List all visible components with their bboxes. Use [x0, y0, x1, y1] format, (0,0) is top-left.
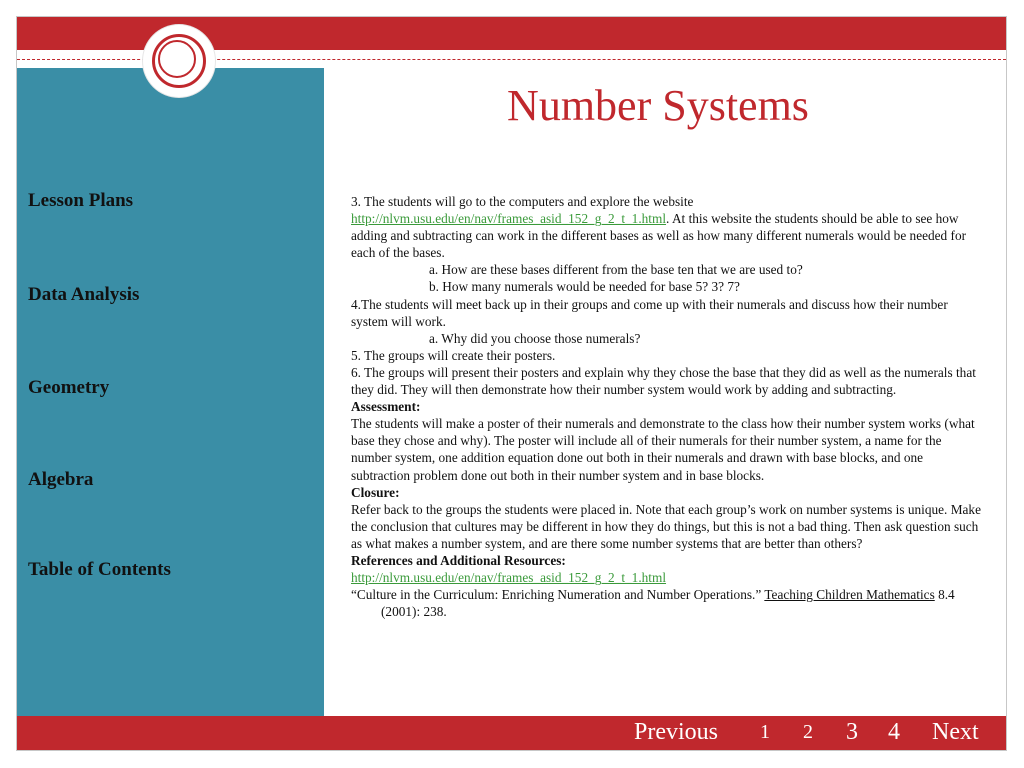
step-3-text-continued: . At this website the students should be able to see how adding and subtracting can work in the different bases as well as how many different numerals would be needed for each of the bases. [351, 211, 967, 261]
circle-ornament-core [158, 40, 196, 78]
sidebar-item-geometry[interactable]: Geometry [28, 377, 110, 398]
page-link-4[interactable]: 4 [888, 719, 900, 745]
step-4-paragraph: 4.The students will meet back up in their groups and come up with their numerals and discuss how their number system will work. [351, 296, 948, 329]
reference-1 [351, 569, 983, 586]
question-4a: a. Why did you choose those numerals? [429, 330, 641, 346]
sidebar-item-algebra[interactable]: Algebra [28, 469, 94, 490]
step-5-paragraph: 5. The groups will create their posters. [351, 347, 556, 363]
closure-text: Refer back to the groups the students were placed in. Note that each group’s work on number systems is unique. Make the conclusion that cultures may be different in how they do things, but this is not a bad thing. Then ask question such as what makes a number system, and are there some number systems that are better than others? [351, 501, 981, 551]
sidebar-item-table-of-contents[interactable]: Table of Contents [28, 559, 171, 580]
step-3-paragraph [351, 193, 983, 261]
previous-button[interactable]: Previous [634, 719, 718, 745]
page-link-2[interactable]: 2 [803, 721, 813, 743]
assessment-text: The students will make a poster of their numerals and demonstrate to the class how their number system works (what base they chose and why). The poster will include all of their numerals for their number system, a name for the number system, one addition equation done out both in their numerals and drawn with base blocks, and one subtraction problem done out both in their number system and in base blocks. [351, 416, 975, 483]
question-b: b. How many numerals would be needed for base 5? 3? 7? [429, 279, 740, 295]
reference-2-journal: Teaching Children Mathematics [764, 587, 935, 603]
reference-2-citation: 8.4 (2001): 238. [381, 587, 955, 620]
step-6-paragraph: 6. The groups will present their posters and explain why they chose the base that they did as well as the numerals that they did. They will then demonstrate how their number system would work by adding and subtracting. [351, 364, 976, 398]
question-a: a. How are these bases different from the base ten that we are used to? [429, 262, 803, 278]
lesson-content [351, 193, 983, 620]
references-heading: References and Additional Resources: [351, 552, 566, 568]
nlvm-link[interactable]: http://nlvm.usu.edu/en/nav/frames_asid_152_g_2_t_1.html [351, 211, 667, 227]
page-link-1[interactable]: 1 [760, 721, 770, 743]
assessment-heading: Assessment: [351, 399, 421, 415]
page-link-3[interactable]: 3 [846, 719, 858, 745]
page-title: Number Systems [507, 81, 809, 130]
next-button[interactable]: Next [932, 719, 979, 745]
closure-heading: Closure: [351, 484, 400, 500]
reference-2-text: “Culture in the Curriculum: Enriching Numeration and Number Operations.” [351, 587, 765, 603]
sidebar-item-data-analysis[interactable]: Data Analysis [28, 284, 140, 305]
sidebar-item-lesson-plans[interactable]: Lesson Plans [28, 190, 134, 211]
step-3-text: 3. The students will go to the computers and explore the website [351, 194, 694, 209]
reference-link[interactable]: http://nlvm.usu.edu/en/nav/frames_asid_152_g_2_t_1.html [351, 570, 667, 586]
reference-2 [351, 586, 983, 620]
